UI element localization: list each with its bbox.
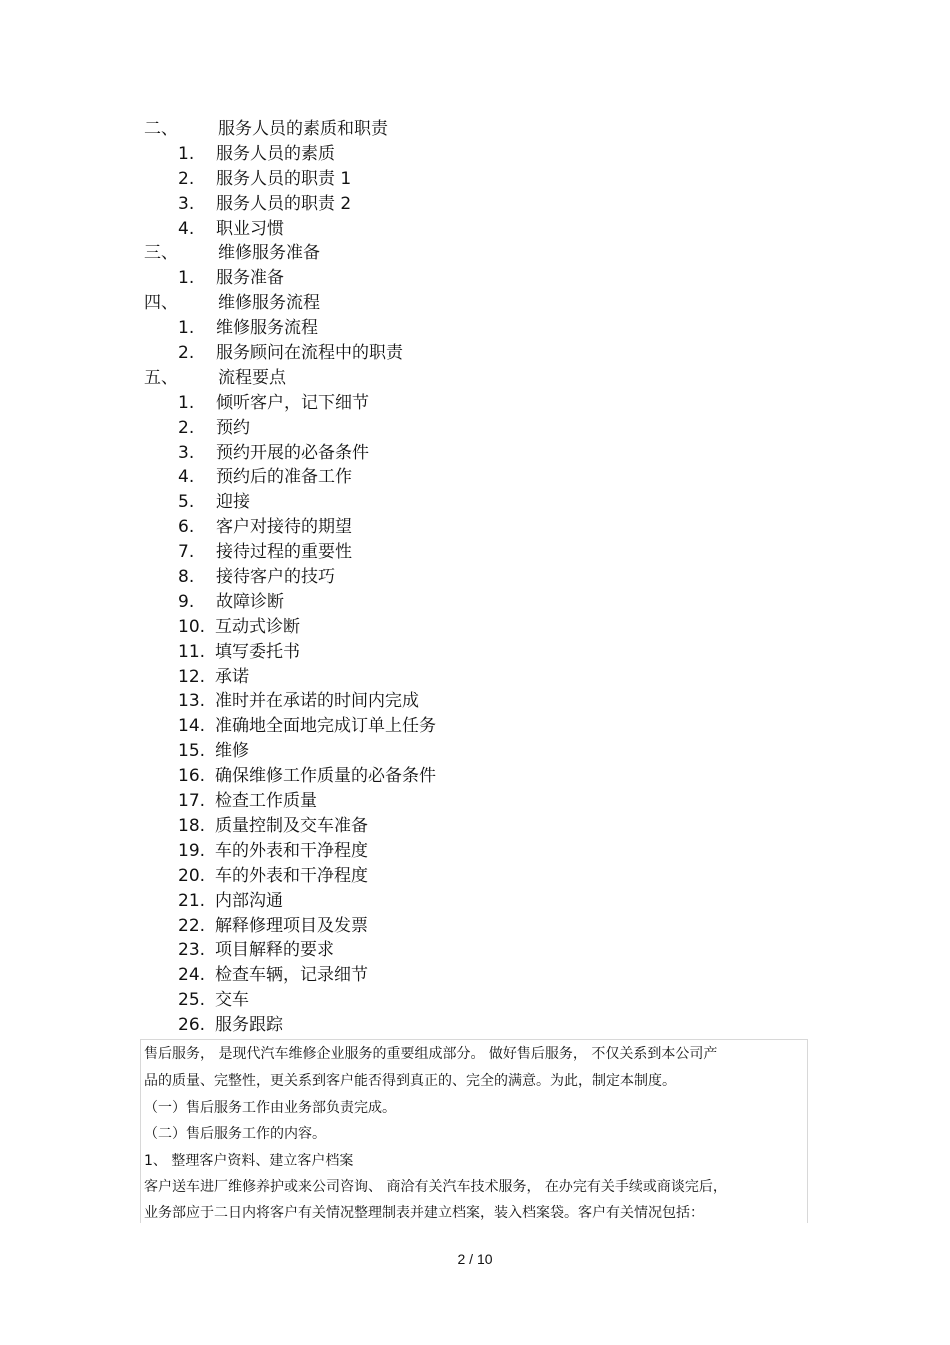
toc-item <box>0 341 950 366</box>
toc-section <box>0 241 950 266</box>
toc-text: 服务跟踪 <box>215 1015 283 1036</box>
toc-number: 25. <box>178 990 206 1011</box>
toc-item <box>0 217 950 242</box>
toc-text: 服务人员的素质和职责 <box>218 119 388 139</box>
toc-item <box>0 391 950 416</box>
toc-item <box>0 266 950 291</box>
table-of-contents <box>0 117 950 1038</box>
toc-item <box>0 889 950 914</box>
toc-number: 23. <box>178 940 206 961</box>
toc-text: 服务准备 <box>216 268 284 289</box>
toc-number: 3. <box>178 442 195 463</box>
toc-text: 检查车辆，记录细节 <box>215 965 368 986</box>
toc-number: 1. <box>178 143 195 164</box>
toc-item <box>0 441 950 466</box>
toc-text: 准时并在承诺的时间内完成 <box>215 691 419 712</box>
toc-number: 20. <box>178 865 206 886</box>
toc-item <box>0 839 950 864</box>
toc-number: 18. <box>178 815 206 836</box>
toc-text: 填写委托书 <box>215 641 300 662</box>
page-number: 2 / 10 <box>457 1251 493 1267</box>
toc-number: 3. <box>178 193 195 214</box>
toc-text: 预约开展的必备条件 <box>216 442 369 463</box>
toc-text: 解释修理项目及发票 <box>215 915 368 936</box>
toc-text: 流程要点 <box>218 367 286 388</box>
toc-text: 互动式诊断 <box>215 616 300 637</box>
toc-text: 维修服务流程 <box>218 293 320 314</box>
paragraph-5: 1、 整理客户资料、建立客户档案 <box>144 1153 354 1169</box>
toc-number: 1. <box>178 318 195 339</box>
toc-item <box>0 640 950 665</box>
toc-number: 6. <box>178 517 195 538</box>
toc-text: 维修服务流程 <box>216 318 318 339</box>
toc-item <box>0 1013 950 1038</box>
toc-section <box>0 366 950 391</box>
paragraph-2: 品的质量、完整性，更关系到客户能否得到真正的、完全的满意。为此，制定本制度。 <box>144 1073 676 1089</box>
toc-text: 交车 <box>215 990 249 1011</box>
toc-number: 2. <box>178 343 195 364</box>
toc-text: 准确地全面地完成订单上任务 <box>215 716 436 737</box>
toc-item <box>0 590 950 615</box>
toc-text: 客户对接待的期望 <box>216 517 352 538</box>
toc-number: 17. <box>178 791 206 812</box>
toc-number: 12. <box>178 666 206 687</box>
toc-number: 26. <box>178 1015 206 1036</box>
toc-item <box>0 714 950 739</box>
paragraph-6: 客户送车进厂维修养护或来公司咨询、 商洽有关汽车技术服务， 在办完有关手续或商谈完后， <box>144 1179 727 1195</box>
toc-number: 1. <box>178 392 195 413</box>
toc-number: 24. <box>178 965 206 986</box>
toc-section <box>0 291 950 316</box>
toc-number: 2. <box>178 417 195 438</box>
toc-text: 服务顾问在流程中的职责 <box>216 343 403 364</box>
toc-text: 内部沟通 <box>215 890 283 911</box>
toc-number: 7. <box>178 542 195 563</box>
toc-number: 10. <box>178 616 206 637</box>
toc-item <box>0 167 950 192</box>
toc-text: 迎接 <box>216 492 250 513</box>
toc-number: 三、 <box>144 243 178 264</box>
toc-text: 承诺 <box>215 666 249 687</box>
toc-item <box>0 615 950 640</box>
toc-number: 14. <box>178 716 206 737</box>
toc-item <box>0 142 950 167</box>
toc-text: 预约后的准备工作 <box>216 467 352 488</box>
toc-text: 接待客户的技巧 <box>216 567 335 588</box>
toc-text: 预约 <box>216 417 250 438</box>
paragraph-7: 业务部应于二日内将客户有关情况整理制表并建立档案，装入档案袋。客户有关情况包括： <box>144 1205 704 1221</box>
toc-item <box>0 864 950 889</box>
toc-item <box>0 914 950 939</box>
toc-section <box>0 117 950 142</box>
toc-number: 1. <box>178 268 195 289</box>
toc-number: 四、 <box>144 293 178 314</box>
toc-text: 检查工作质量 <box>215 791 317 812</box>
toc-text: 车的外表和干净程度 <box>215 865 368 886</box>
toc-item <box>0 465 950 490</box>
toc-number: 13. <box>178 691 206 712</box>
toc-number: 8. <box>178 567 195 588</box>
toc-text: 接待过程的重要性 <box>216 542 352 563</box>
toc-item <box>0 540 950 565</box>
paragraph-1: 售后服务， 是现代汽车维修企业服务的重要组成部分。 做好售后服务， 不仅关系到本公司产 <box>144 1046 718 1062</box>
toc-item <box>0 316 950 341</box>
toc-item <box>0 739 950 764</box>
paragraph-3: （一）售后服务工作由业务部负责完成。 <box>144 1100 396 1116</box>
toc-item <box>0 490 950 515</box>
toc-item <box>0 789 950 814</box>
toc-number: 二、 <box>144 119 178 139</box>
toc-number: 19. <box>178 840 206 861</box>
toc-text: 服务人员的职责 2 <box>216 193 352 214</box>
toc-text: 服务人员的素质 <box>216 143 335 164</box>
toc-text: 车的外表和干净程度 <box>215 840 368 861</box>
toc-text: 确保维修工作质量的必备条件 <box>215 766 436 787</box>
toc-number: 16. <box>178 766 206 787</box>
toc-number: 11. <box>178 641 206 662</box>
toc-item <box>0 689 950 714</box>
toc-text: 质量控制及交车准备 <box>215 815 368 836</box>
toc-number: 21. <box>178 890 206 911</box>
toc-item <box>0 515 950 540</box>
toc-text: 倾听客户，记下细节 <box>216 392 369 413</box>
toc-item <box>0 764 950 789</box>
toc-item <box>0 814 950 839</box>
toc-item <box>0 416 950 441</box>
toc-number: 2. <box>178 168 195 189</box>
toc-number: 4. <box>178 218 195 239</box>
toc-number: 五、 <box>144 367 178 388</box>
toc-text: 维修 <box>215 741 249 762</box>
toc-text: 项目解释的要求 <box>215 940 334 961</box>
toc-item <box>0 565 950 590</box>
toc-number: 9. <box>178 591 195 612</box>
toc-item <box>0 963 950 988</box>
toc-item <box>0 665 950 690</box>
toc-text: 维修服务准备 <box>218 243 320 264</box>
toc-number: 5. <box>178 492 195 513</box>
toc-number: 22. <box>178 915 206 936</box>
toc-item <box>0 192 950 217</box>
toc-text: 职业习惯 <box>216 218 284 239</box>
toc-item <box>0 988 950 1013</box>
paragraph-4: （二）售后服务工作的内容。 <box>144 1126 326 1142</box>
toc-number: 15. <box>178 741 206 762</box>
toc-text: 服务人员的职责 1 <box>216 168 352 189</box>
toc-number: 4. <box>178 467 195 488</box>
toc-item <box>0 938 950 963</box>
toc-text: 故障诊断 <box>216 591 284 612</box>
